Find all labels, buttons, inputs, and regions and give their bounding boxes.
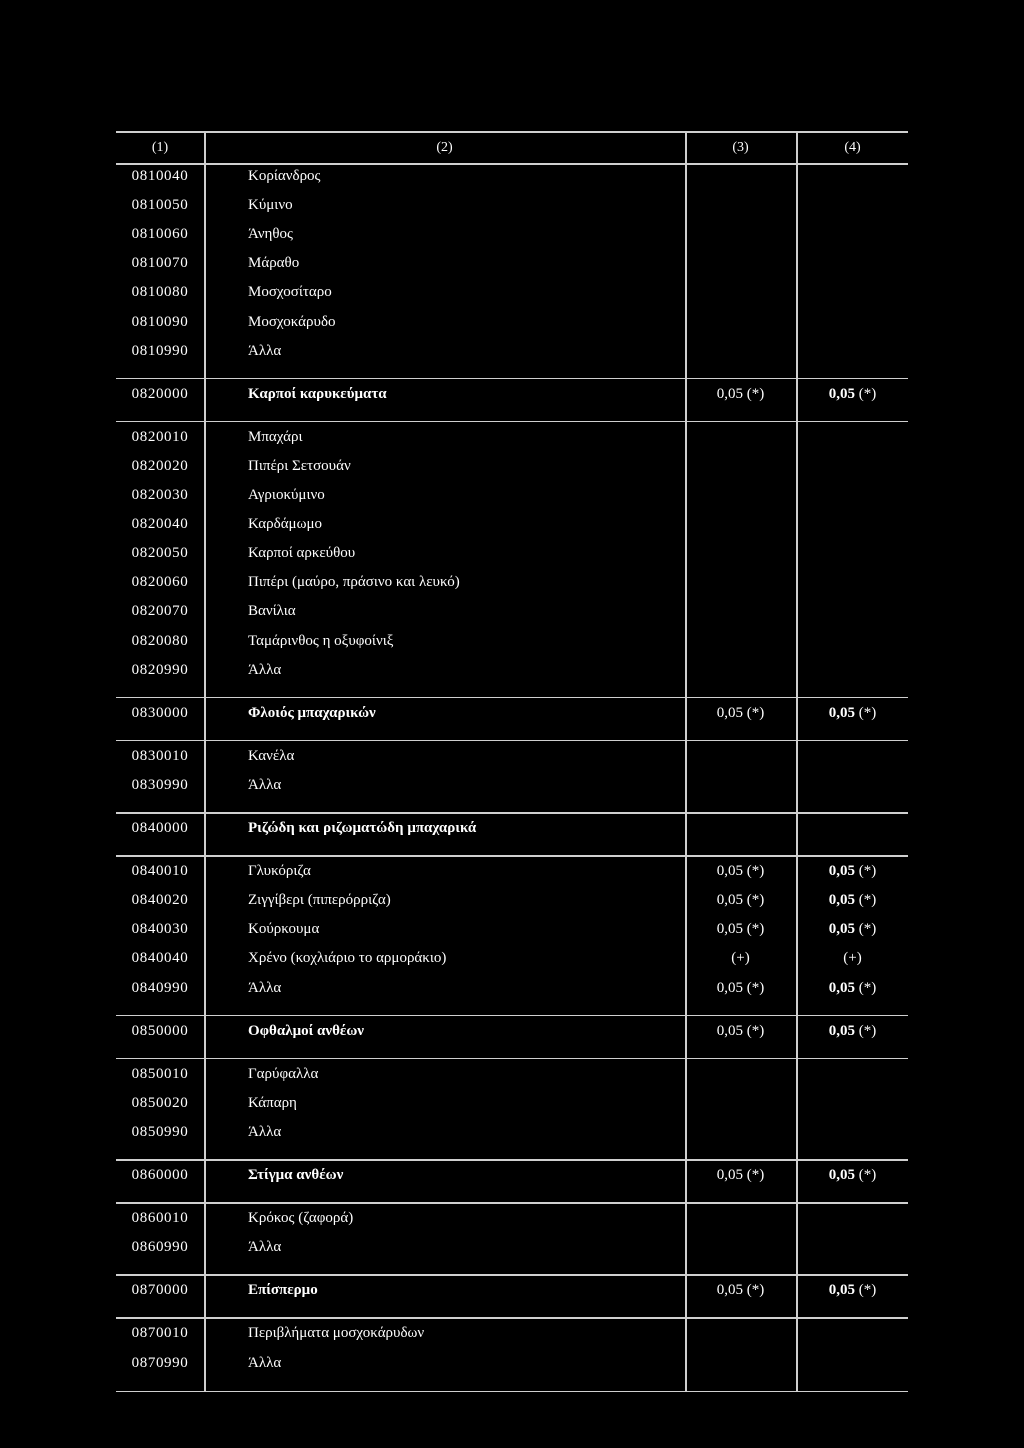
product-name: Καρδάμωμο: [248, 516, 323, 533]
product-code: 0840010: [131, 863, 189, 880]
product-code: 0820020: [131, 457, 189, 474]
product-code: 0830010: [131, 747, 189, 764]
product-code: 0840000: [131, 820, 189, 836]
table-rule: [116, 740, 908, 742]
product-name: Οφθαλμοί ανθέων: [248, 1022, 364, 1039]
product-code: 0870000: [131, 1282, 189, 1299]
product-name: Γλυκόριζα: [248, 863, 311, 880]
product-name: Κύμινο: [248, 197, 293, 214]
product-code: 0820060: [131, 574, 189, 591]
product-name: Άλλα: [248, 1123, 282, 1140]
table-rule: [116, 131, 908, 133]
product-code: 0840020: [131, 892, 189, 909]
product-name: Πιπέρι Σετσουάν: [248, 457, 351, 474]
product-name: Ταμάρινθος η οξυφοίνιξ: [248, 632, 394, 649]
table-rule: [116, 1391, 908, 1393]
product-code: 0830000: [131, 704, 189, 721]
table-rule: [116, 1058, 908, 1060]
product-code: 0810060: [131, 226, 189, 243]
mrl-value-col4: 0,05 (*): [828, 921, 877, 938]
product-name: Άλλα: [248, 1354, 282, 1371]
product-name: Επίσπερμο: [248, 1282, 318, 1299]
product-name: Μοσχοσίταρο: [248, 284, 332, 301]
mrl-value-col4: 0,05 (*): [828, 385, 877, 402]
product-code: 0820070: [131, 603, 189, 620]
mrl-value-col3: 0,05 (*): [716, 921, 765, 938]
product-name: Κορίανδρος: [248, 168, 321, 184]
product-code: 0810070: [131, 255, 189, 272]
product-code: 0840030: [131, 921, 189, 938]
table-rule: [116, 163, 908, 165]
product-code: 0820080: [131, 632, 189, 649]
product-name: Μοσχοκάρυδο: [248, 313, 336, 330]
product-name: Άλλα: [248, 979, 282, 996]
header-col2: (2): [436, 140, 453, 155]
mrl-value-col4: 0,05 (*): [828, 1022, 877, 1039]
table-rule: [116, 697, 908, 699]
product-name: Κάπαρη: [248, 1094, 297, 1111]
product-code: 0870990: [131, 1354, 189, 1371]
mrl-value-col3: 0,05 (*): [716, 1022, 765, 1039]
mrl-value-col3: 0,05 (*): [716, 704, 765, 721]
product-name: Άνηθος: [248, 226, 293, 243]
header-col1: (1): [151, 140, 169, 155]
table-rule: [116, 1274, 908, 1276]
product-code: 0820000: [131, 385, 189, 402]
table-rule: [116, 378, 908, 380]
product-code: 0850000: [131, 1022, 189, 1039]
product-name: Άλλα: [248, 1239, 282, 1256]
column-rule: [796, 131, 798, 1391]
product-code: 0820990: [131, 661, 189, 678]
product-code: 0850020: [131, 1094, 189, 1111]
mrl-value-col4: 0,05 (*): [828, 1167, 877, 1183]
mrl-value-col3: 0,05 (*): [716, 385, 765, 402]
product-code: 0850010: [131, 1065, 189, 1082]
mrl-value-col3: 0,05 (*): [716, 979, 765, 996]
product-code: 0810050: [131, 197, 189, 214]
product-name: Πιπέρι (μαύρο, πράσινο και λευκό): [248, 574, 460, 591]
product-name: Φλοιός μπαχαρικών: [248, 704, 376, 721]
header-col4: (4): [844, 140, 861, 155]
product-name: Κρόκος (ζαφορά): [248, 1210, 354, 1227]
table-rule: [116, 421, 908, 423]
mrl-value-col3: (+): [731, 950, 750, 967]
product-name: Κανέλα: [248, 747, 295, 764]
mrl-value-col4: 0,05 (*): [828, 863, 877, 880]
product-name: Άλλα: [248, 342, 282, 359]
table-rule: [116, 1159, 908, 1161]
product-code: 0860010: [131, 1210, 189, 1227]
product-name: Χρένο (κοχλιάριο το αρμοράκιο): [248, 950, 447, 967]
column-rule: [685, 131, 687, 1391]
mrl-value-col4: 0,05 (*): [828, 979, 877, 996]
product-name: Κούρκουμα: [248, 921, 320, 938]
product-code: 0850990: [131, 1123, 189, 1140]
product-code: 0870010: [131, 1325, 189, 1342]
product-name: Ζιγγίβερι (πιπερόρριζα): [248, 892, 391, 909]
product-name: Άλλα: [248, 661, 282, 678]
product-name: Αγριοκύμινο: [248, 487, 325, 503]
product-code: 0820040: [131, 516, 189, 533]
mrl-value-col3: 0,05 (*): [716, 863, 765, 880]
product-name: Βανίλια: [248, 603, 296, 620]
product-code: 0840990: [131, 979, 189, 996]
product-name: Μάραθο: [248, 255, 300, 272]
product-name: Καρποί αρκεύθου: [248, 545, 356, 562]
mrl-value-col4: 0,05 (*): [828, 704, 877, 721]
mrl-value-col3: 0,05 (*): [716, 1282, 765, 1299]
table-rule: [116, 855, 908, 857]
product-name: Γαρύφαλλα: [248, 1065, 319, 1082]
product-code: 0820050: [131, 545, 189, 562]
product-code: 0810080: [131, 284, 189, 301]
table-rule: [116, 1202, 908, 1204]
product-name: Περιβλήματα μοσχοκάρυδων: [248, 1325, 425, 1342]
product-code: 0810990: [131, 342, 189, 359]
mrl-value-col4: 0,05 (*): [828, 1282, 877, 1299]
product-name: Ριζώδη και ριζωματώδη μπαχαρικά: [248, 820, 477, 836]
table-rule: [116, 812, 908, 814]
mrl-value-col3: 0,05 (*): [716, 1167, 765, 1183]
product-name: Μπαχάρι: [248, 428, 303, 445]
header-col3: (3): [732, 140, 749, 155]
mrl-value-col4: 0,05 (*): [828, 892, 877, 909]
mrl-value-col3: 0,05 (*): [716, 892, 765, 909]
product-name: Καρποί καρυκεύματα: [248, 385, 387, 402]
mrl-value-col4: (+): [843, 950, 862, 967]
product-code: 0830990: [131, 776, 189, 793]
table-rule: [116, 1317, 908, 1319]
table-rule: [116, 1015, 908, 1017]
product-code: 0820030: [131, 487, 189, 503]
product-code: 0860000: [131, 1167, 189, 1183]
column-rule: [204, 131, 206, 1391]
product-name: Στίγμα ανθέων: [248, 1167, 344, 1183]
product-code: 0810090: [131, 313, 189, 330]
product-code: 0860990: [131, 1239, 189, 1256]
product-name: Άλλα: [248, 776, 282, 793]
product-code: 0810040: [131, 168, 189, 184]
product-code: 0840040: [131, 950, 189, 967]
product-code: 0820010: [131, 428, 189, 445]
